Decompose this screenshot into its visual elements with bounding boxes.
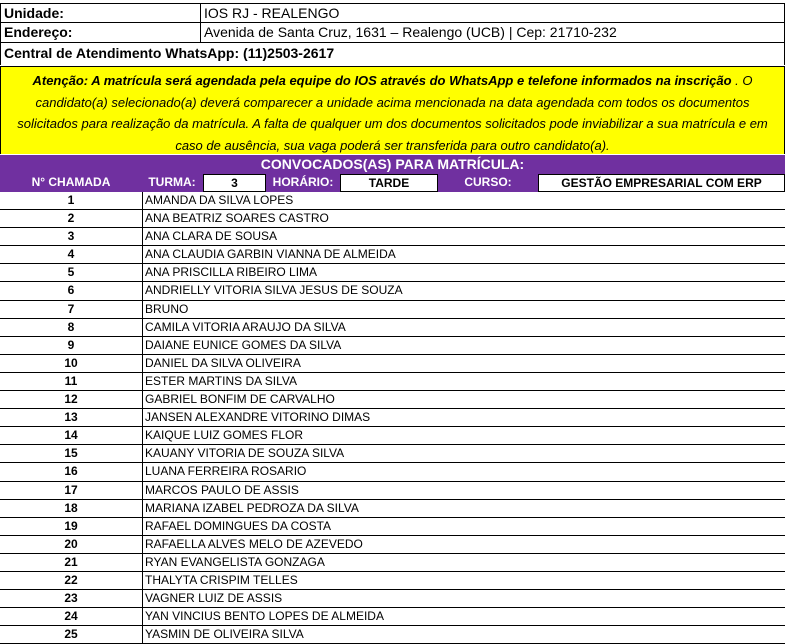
- student-name: RAFAELLA ALVES MELO DE AZEVEDO: [142, 536, 785, 553]
- chamada-number: 13: [64, 410, 78, 425]
- table-row: [0, 373, 785, 391]
- student-name: BRUNO: [142, 301, 785, 318]
- chamada-number: 20: [64, 536, 78, 551]
- table-row: [0, 626, 785, 644]
- notice-text: . O candidato(a) selecionado(a) deverá comparecer a unidade acima mencionada na data agendada com todos os documentos solicitados para realização da matrícula. A falta de qualquer um dos documentos solicitados pode inviabilizar a sua matrícula e em caso de ausência, sua vaga poderá ser transferida para outro candidato(a).: [17, 73, 768, 153]
- table-row: [0, 463, 785, 481]
- table-row: [0, 246, 785, 264]
- chamada-number: 19: [64, 518, 78, 533]
- endereco-value: Avenida de Santa Cruz, 1631 – Realengo (UCB) | Cep: 21710-232: [200, 23, 785, 42]
- table-row: [0, 391, 785, 409]
- unidade-row: [0, 3, 785, 23]
- chamada-number: 23: [64, 591, 78, 606]
- chamada-number: 25: [64, 627, 78, 642]
- student-name: RAFAEL DOMINGUES DA COSTA: [142, 518, 785, 535]
- table-row: [0, 228, 785, 246]
- chamada-number: 7: [67, 301, 75, 316]
- student-name: VAGNER LUIZ DE ASSIS: [142, 590, 785, 607]
- curso-value: GESTÃO EMPRESARIAL COM ERP: [538, 174, 785, 192]
- chamada-number: 10: [64, 355, 78, 370]
- turma-value: 3: [203, 174, 266, 192]
- student-name: MARIANA IZABEL PEDROZA DA SILVA: [142, 500, 785, 517]
- table-row: [0, 572, 785, 590]
- chamada-number: 18: [64, 500, 78, 515]
- chamada-number: 17: [64, 482, 78, 497]
- horario-label: HORÁRIO:: [272, 175, 334, 189]
- student-name: ANDRIELLY VITORIA SILVA JESUS DE SOUZA: [142, 282, 785, 299]
- endereco-row: [0, 23, 785, 43]
- table-row: [0, 264, 785, 282]
- student-name: MARCOS PAULO DE ASSIS: [142, 482, 785, 499]
- student-name: THALYTA CRISPIM TELLES: [142, 572, 785, 589]
- student-name: ESTER MARTINS DA SILVA: [142, 373, 785, 390]
- chamada-number: 16: [64, 464, 78, 479]
- table-row: [0, 536, 785, 554]
- table-row: [0, 210, 785, 228]
- chamada-number: 1: [67, 193, 75, 207]
- unidade-value: IOS RJ - REALENGO: [200, 4, 785, 22]
- chamada-number: 12: [64, 392, 78, 407]
- student-name: KAIQUE LUIZ GOMES FLOR: [142, 427, 785, 444]
- chamada-number: 6: [67, 283, 75, 298]
- student-name: YAN VINCIUS BENTO LOPES DE ALMEIDA: [142, 608, 785, 625]
- horario-value: TARDE: [340, 174, 438, 192]
- student-name: GABRIEL BONFIM DE CARVALHO: [142, 391, 785, 408]
- turma-label: TURMA:: [148, 175, 196, 189]
- attention-notice: [0, 66, 785, 154]
- student-name: DANIEL DA SILVA OLIVEIRA: [142, 355, 785, 372]
- unidade-label: Unidade:: [0, 4, 200, 22]
- table-row: [0, 608, 785, 626]
- table-row: [0, 518, 785, 536]
- notice-bold: Atenção: A matrícula será agendada pela equipe do IOS através do WhatsApp e telefone informados na inscrição: [32, 73, 732, 88]
- central-whatsapp: Central de Atendimento WhatsApp: (11)2503-2617: [0, 43, 785, 65]
- table-row: [0, 409, 785, 427]
- table-row: [0, 355, 785, 373]
- student-name: ANA BEATRIZ SOARES CASTRO: [142, 210, 785, 227]
- meta-row: [0, 174, 785, 192]
- chamada-header: N° CHAMADA: [31, 175, 111, 189]
- chamada-number: 5: [67, 265, 75, 280]
- chamada-number: 11: [64, 373, 78, 388]
- table-row: [0, 282, 785, 300]
- table-row: [0, 554, 785, 572]
- chamada-number: 4: [67, 247, 75, 262]
- table-row: [0, 482, 785, 500]
- student-name: RYAN EVANGELISTA GONZAGA: [142, 554, 785, 571]
- student-name: KAUANY VITORIA DE SOUZA SILVA: [142, 445, 785, 462]
- chamada-number: 9: [67, 337, 75, 352]
- table-row: [0, 301, 785, 319]
- student-name: JANSEN ALEXANDRE VITORINO DIMAS: [142, 409, 785, 426]
- student-list: [0, 192, 785, 644]
- student-name: YASMIN DE OLIVEIRA SILVA: [142, 626, 785, 643]
- student-name: CAMILA VITORIA ARAUJO DA SILVA: [142, 319, 785, 336]
- student-name: AMANDA DA SILVA LOPES: [142, 192, 785, 209]
- student-name: DAIANE EUNICE GOMES DA SILVA: [142, 337, 785, 354]
- chamada-number: 2: [67, 211, 75, 226]
- table-row: [0, 445, 785, 463]
- chamada-number: 15: [64, 446, 78, 461]
- table-row: [0, 500, 785, 518]
- table-row: [0, 590, 785, 608]
- central-row: [0, 43, 785, 65]
- endereco-label: Endereço:: [0, 23, 200, 42]
- curso-label: CURSO:: [464, 175, 512, 189]
- table-row: [0, 337, 785, 355]
- chamada-number: 22: [64, 572, 78, 587]
- section-title: CONVOCADOS(AS) PARA MATRÍCULA:: [0, 155, 785, 174]
- chamada-number: 24: [64, 609, 78, 624]
- table-row: [0, 192, 785, 210]
- student-name: ANA PRISCILLA RIBEIRO LIMA: [142, 264, 785, 281]
- chamada-number: 21: [64, 554, 78, 569]
- table-row: [0, 427, 785, 445]
- chamada-number: 3: [67, 229, 75, 244]
- student-name: ANA CLARA DE SOUSA: [142, 228, 785, 245]
- table-row: [0, 319, 785, 337]
- student-name: ANA CLAUDIA GARBIN VIANNA DE ALMEIDA: [142, 246, 785, 263]
- chamada-number: 8: [67, 319, 75, 334]
- chamada-number: 14: [64, 428, 78, 443]
- student-name: LUANA FERREIRA ROSARIO: [142, 463, 785, 480]
